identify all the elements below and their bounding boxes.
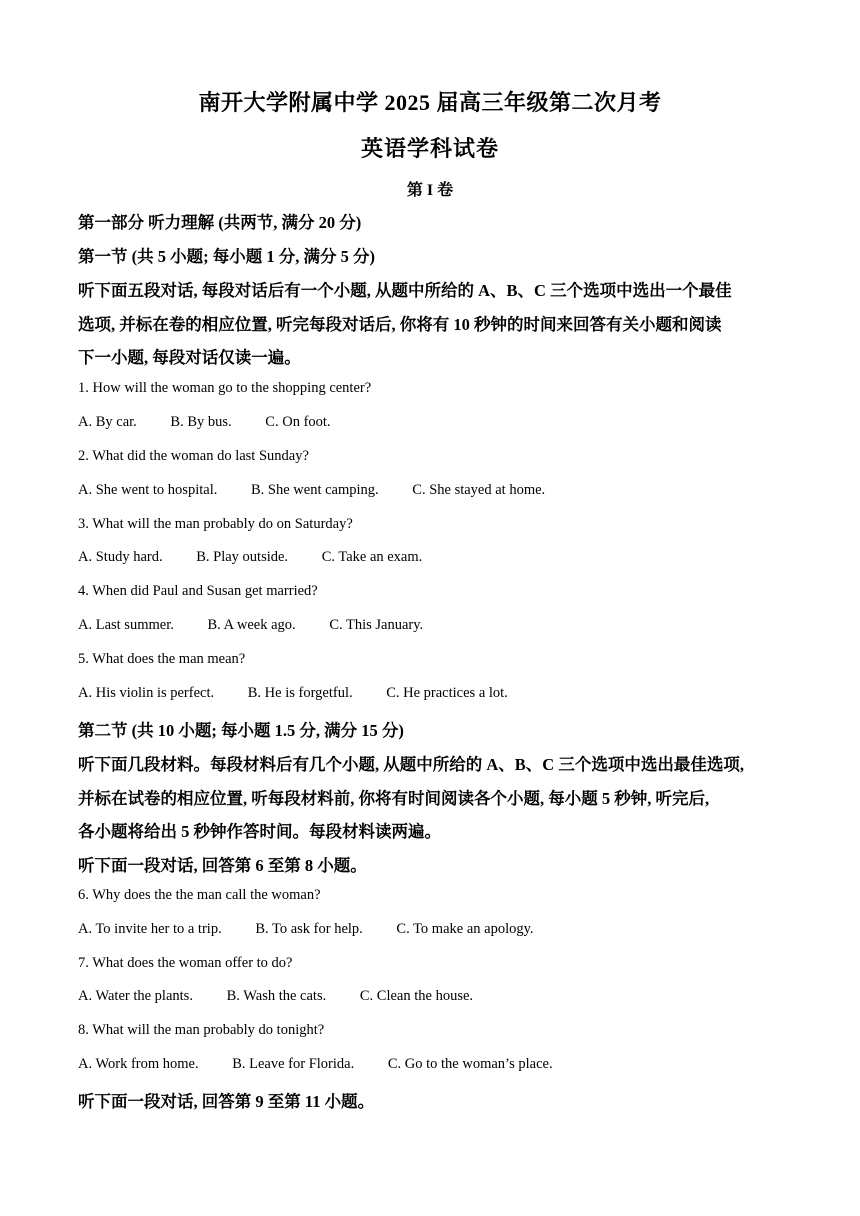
option-b: B. He is forgetful. <box>247 685 353 701</box>
question-options <box>78 685 508 702</box>
question-options <box>78 617 423 634</box>
option-b: B. Wash the cats. <box>226 988 327 1004</box>
section2-heading: 第二节 (共 10 小题; 每小题 1.5 分, 满分 15 分) <box>78 721 404 740</box>
question-text: 7. What does the woman offer to do? <box>78 955 293 971</box>
section2-instruction-line: 听下面几段材料。每段材料后有几个小题, 从题中所给的 A、B、C 三个选项中选出最佳选项, <box>78 755 744 774</box>
question-options <box>78 1056 553 1073</box>
section1-instruction-line: 听下面五段对话, 每段对话后有一个小题, 从题中所给的 A、B、C 三个选项中选出一个最佳 <box>78 281 732 300</box>
section2-instruction-line: 各小题将给出 5 秒钟作答时间。每段材料读两遍。 <box>78 822 441 841</box>
option-a: A. His violin is perfect. <box>78 685 215 701</box>
question-text: 3. What will the man probably do on Saturday? <box>78 516 353 532</box>
question-text: 2. What did the woman do last Sunday? <box>78 448 309 464</box>
dialogue-intro: 听下面一段对话, 回答第 9 至第 11 小题。 <box>78 1092 375 1111</box>
option-b: B. By bus. <box>170 414 232 430</box>
question-text: 1. How will the woman go to the shopping center? <box>78 380 372 396</box>
section2-instruction-line: 并标在试卷的相应位置, 听每段材料前, 你将有时间阅读各个小题, 每小题 5 秒钟, 听完后, <box>78 789 710 808</box>
option-b: B. Play outside. <box>196 549 289 565</box>
option-a: A. To invite her to a trip. <box>78 921 222 937</box>
part1-heading: 第一部分 听力理解 (共两节, 满分 20 分) <box>78 213 362 232</box>
question-text: 6. Why does the the man call the woman? <box>78 887 321 903</box>
question-options <box>78 988 473 1005</box>
dialogue-intro: 听下面一段对话, 回答第 6 至第 8 小题。 <box>78 856 367 875</box>
exam-title: 南开大学附属中学 2025 届高三年级第二次月考 <box>198 90 662 115</box>
option-b: B. To ask for help. <box>255 921 363 937</box>
option-a: A. Study hard. <box>78 549 163 565</box>
option-c: C. This January. <box>329 617 424 633</box>
question-options <box>78 482 545 499</box>
option-a: A. She went to hospital. <box>78 482 218 498</box>
section1-instruction-line: 下一小题, 每段对话仅读一遍。 <box>78 348 301 367</box>
option-c: C. He practices a lot. <box>386 685 508 701</box>
option-b: B. She went camping. <box>250 482 379 498</box>
option-b: B. Leave for Florida. <box>232 1056 355 1072</box>
option-b: B. A week ago. <box>207 617 296 633</box>
question-text: 4. When did Paul and Susan get married? <box>78 583 318 599</box>
option-a: A. Last summer. <box>78 617 174 633</box>
question-options <box>78 921 534 938</box>
option-c: C. She stayed at home. <box>412 482 546 498</box>
section1-heading: 第一节 (共 5 小题; 每小题 1 分, 满分 5 分) <box>78 247 375 266</box>
question-text: 5. What does the man mean? <box>78 651 246 667</box>
option-c: C. Take an exam. <box>321 549 423 565</box>
option-a: A. Water the plants. <box>78 988 193 1004</box>
option-a: A. Work from home. <box>78 1056 199 1072</box>
option-c: C. To make an apology. <box>396 921 534 937</box>
option-a: A. By car. <box>78 414 137 430</box>
section1-instruction-line: 选项, 并标在卷的相应位置, 听完每段对话后, 你将有 10 秒钟的时间来回答有关小题和阅读 <box>78 315 722 334</box>
subject-title: 英语学科试卷 <box>360 136 499 161</box>
question-options <box>78 414 331 431</box>
option-c: C. On foot. <box>265 414 331 430</box>
option-c: C. Clean the house. <box>359 988 474 1004</box>
option-c: C. Go to the woman’s place. <box>387 1056 553 1072</box>
volume-label: 第 I 卷 <box>406 182 454 199</box>
question-options <box>78 549 422 566</box>
question-text: 8. What will the man probably do tonight? <box>78 1022 325 1038</box>
